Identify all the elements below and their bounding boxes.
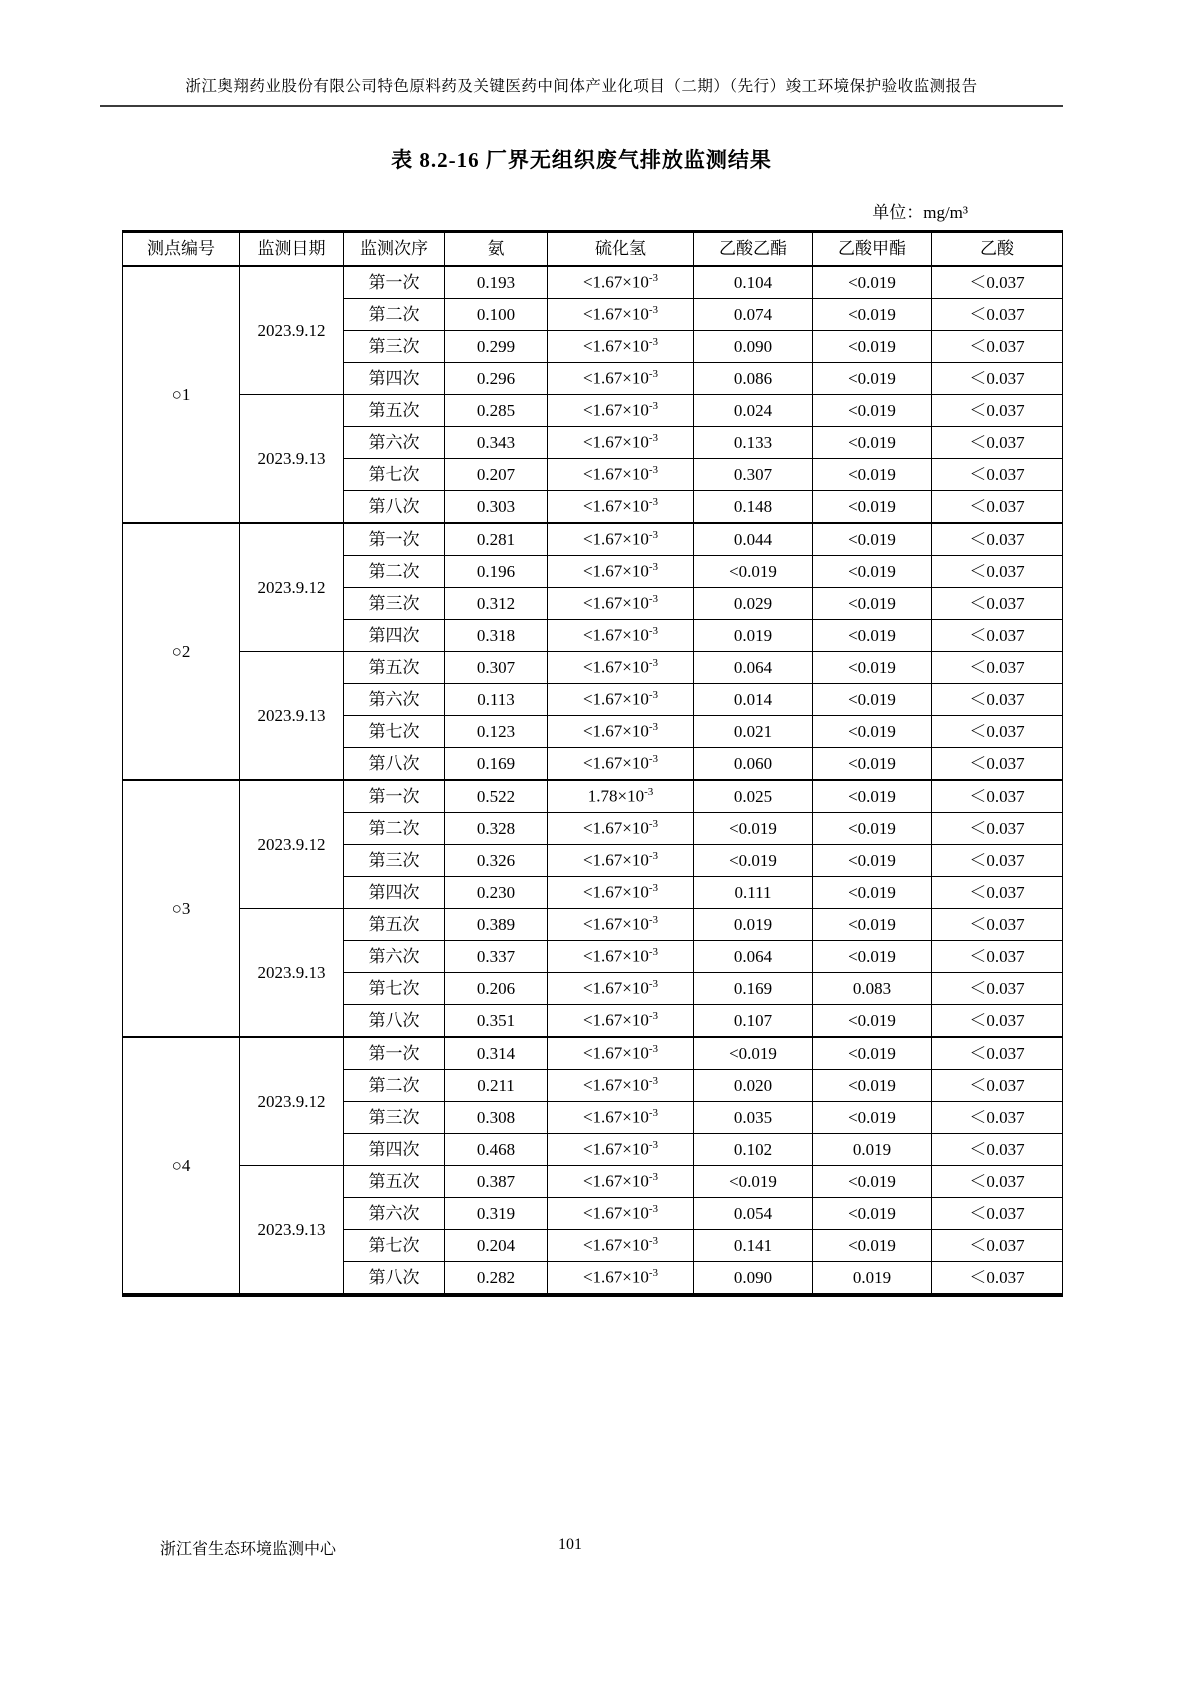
value-cell: <0.019	[694, 845, 813, 877]
value-cell: 0.086	[694, 363, 813, 395]
value-cell: <0.019	[694, 1037, 813, 1070]
sequence-cell: 第七次	[344, 459, 445, 491]
value-cell: <0.019	[813, 845, 932, 877]
sequence-cell: 第七次	[344, 1230, 445, 1262]
value-cell: <0.019	[813, 395, 932, 427]
value-cell: 0.285	[445, 395, 548, 427]
value-cell: ＜0.037	[932, 1262, 1063, 1296]
value-cell: 0.299	[445, 331, 548, 363]
date-cell: 2023.9.12	[240, 780, 344, 909]
value-cell: 0.123	[445, 716, 548, 748]
sequence-cell: 第三次	[344, 845, 445, 877]
value-cell: ＜0.037	[932, 1230, 1063, 1262]
table-row	[123, 395, 1063, 427]
value-cell: $<1.67\times 10^{-3}$	[548, 813, 694, 845]
value-cell: $<1.67\times 10^{-3}$	[548, 620, 694, 652]
date-cell: 2023.9.13	[240, 1166, 344, 1296]
unit-text: 单位：mg/m³	[872, 203, 968, 222]
value-cell: $<1.67\times 10^{-3}$	[548, 299, 694, 331]
value-cell: 0.024	[694, 395, 813, 427]
value-cell: <0.019	[813, 588, 932, 620]
value-cell: 0.111	[694, 877, 813, 909]
value-cell: 0.021	[694, 716, 813, 748]
value-cell: 0.351	[445, 1005, 548, 1038]
value-cell: $<1.67\times 10^{-3}$	[548, 684, 694, 716]
value-cell: ＜0.037	[932, 620, 1063, 652]
sequence-cell: 第六次	[344, 1198, 445, 1230]
value-cell: <0.019	[813, 909, 932, 941]
sequence-cell: 第六次	[344, 427, 445, 459]
footer-organization: 浙江省生态环境监测中心	[160, 1541, 337, 1558]
sequence-cell: 第六次	[344, 684, 445, 716]
column-header: 乙酸乙酯	[694, 232, 813, 267]
value-cell: 0.035	[694, 1102, 813, 1134]
value-cell: 0.100	[445, 299, 548, 331]
value-cell: ＜0.037	[932, 331, 1063, 363]
point-id-cell: ○3	[123, 780, 240, 1037]
value-cell: $<1.67\times 10^{-3}$	[548, 523, 694, 556]
value-cell: <0.019	[694, 556, 813, 588]
value-cell: 0.083	[813, 973, 932, 1005]
value-cell: 0.193	[445, 266, 548, 299]
sequence-cell: 第八次	[344, 491, 445, 524]
value-cell: 0.141	[694, 1230, 813, 1262]
value-cell: 0.064	[694, 941, 813, 973]
value-cell: 0.296	[445, 363, 548, 395]
table-row	[123, 909, 1063, 941]
table-row	[123, 1037, 1063, 1070]
sequence-cell: 第三次	[344, 588, 445, 620]
value-cell: $<1.67\times 10^{-3}$	[548, 427, 694, 459]
sequence-cell: 第一次	[344, 780, 445, 813]
column-header: 乙酸甲酯	[813, 232, 932, 267]
sequence-cell: 第四次	[344, 363, 445, 395]
value-cell: $<1.67\times 10^{-3}$	[548, 491, 694, 524]
value-cell: $<1.67\times 10^{-3}$	[548, 1134, 694, 1166]
value-cell: <0.019	[813, 1037, 932, 1070]
value-cell: ＜0.037	[932, 459, 1063, 491]
value-cell: <0.019	[813, 1005, 932, 1038]
sequence-cell: 第六次	[344, 941, 445, 973]
sequence-cell: 第八次	[344, 1005, 445, 1038]
value-cell: ＜0.037	[932, 588, 1063, 620]
value-cell: 0.326	[445, 845, 548, 877]
value-cell: $<1.67\times 10^{-3}$	[548, 716, 694, 748]
value-cell: 0.522	[445, 780, 548, 813]
value-cell: <0.019	[813, 1198, 932, 1230]
value-cell: <0.019	[694, 813, 813, 845]
value-cell: 0.020	[694, 1070, 813, 1102]
value-cell: <0.019	[813, 941, 932, 973]
value-cell: ＜0.037	[932, 845, 1063, 877]
value-cell: $<1.67\times 10^{-3}$	[548, 748, 694, 781]
value-cell: 0.314	[445, 1037, 548, 1070]
value-cell: 0.169	[694, 973, 813, 1005]
sequence-cell: 第四次	[344, 877, 445, 909]
sequence-cell: 第七次	[344, 716, 445, 748]
value-cell: ＜0.037	[932, 395, 1063, 427]
value-cell: ＜0.037	[932, 1134, 1063, 1166]
value-cell: 0.281	[445, 523, 548, 556]
value-cell: ＜0.037	[932, 427, 1063, 459]
value-cell: 0.169	[445, 748, 548, 781]
table-row	[123, 523, 1063, 556]
column-header: 硫化氢	[548, 232, 694, 267]
column-header: 监测日期	[240, 232, 344, 267]
value-cell: 0.319	[445, 1198, 548, 1230]
value-cell: $<1.67\times 10^{-3}$	[548, 1102, 694, 1134]
value-cell: 0.019	[813, 1134, 932, 1166]
value-cell: $<1.67\times 10^{-3}$	[548, 1166, 694, 1198]
value-cell: $<1.67\times 10^{-3}$	[548, 1037, 694, 1070]
value-cell: $<1.67\times 10^{-3}$	[548, 266, 694, 299]
value-cell: ＜0.037	[932, 523, 1063, 556]
sequence-cell: 第五次	[344, 1166, 445, 1198]
value-cell: 0.044	[694, 523, 813, 556]
value-cell: 0.025	[694, 780, 813, 813]
value-cell: ＜0.037	[932, 556, 1063, 588]
value-cell: 0.113	[445, 684, 548, 716]
value-cell: <0.019	[813, 620, 932, 652]
value-cell: 0.389	[445, 909, 548, 941]
value-cell: 0.019	[694, 909, 813, 941]
value-cell: 0.019	[813, 1262, 932, 1296]
value-cell: $<1.67\times 10^{-3}$	[548, 877, 694, 909]
value-cell: $<1.67\times 10^{-3}$	[548, 1262, 694, 1296]
date-cell: 2023.9.13	[240, 909, 344, 1038]
value-cell: 0.019	[694, 620, 813, 652]
value-cell: <0.019	[813, 1070, 932, 1102]
value-cell: $<1.67\times 10^{-3}$	[548, 459, 694, 491]
value-cell: ＜0.037	[932, 1102, 1063, 1134]
value-cell: <0.019	[813, 748, 932, 781]
value-cell: <0.019	[813, 1230, 932, 1262]
value-cell: 0.307	[694, 459, 813, 491]
value-cell: <0.019	[813, 877, 932, 909]
value-cell: 0.014	[694, 684, 813, 716]
value-cell: ＜0.037	[932, 748, 1063, 781]
value-cell: 0.308	[445, 1102, 548, 1134]
value-cell: 0.204	[445, 1230, 548, 1262]
value-cell: ＜0.037	[932, 652, 1063, 684]
value-cell: <0.019	[813, 1102, 932, 1134]
sequence-cell: 第五次	[344, 395, 445, 427]
sequence-cell: 第七次	[344, 973, 445, 1005]
value-cell: $<1.67\times 10^{-3}$	[548, 909, 694, 941]
page-header-text: 浙江奥翔药业股份有限公司特色原料药及关键医药中间体产业化项目（二期）（先行）竣工环境保护验收监测报告	[100, 74, 1063, 107]
point-id-cell: ○2	[123, 523, 240, 780]
value-cell: 0.307	[445, 652, 548, 684]
value-cell: 0.133	[694, 427, 813, 459]
value-cell: 0.107	[694, 1005, 813, 1038]
date-cell: 2023.9.12	[240, 266, 344, 395]
table-row	[123, 780, 1063, 813]
date-cell: 2023.9.13	[240, 395, 344, 524]
value-cell: $<1.67\times 10^{-3}$	[548, 395, 694, 427]
column-header: 监测次序	[344, 232, 445, 267]
value-cell: 0.230	[445, 877, 548, 909]
value-cell: ＜0.037	[932, 266, 1063, 299]
sequence-cell: 第二次	[344, 299, 445, 331]
value-cell: <0.019	[813, 652, 932, 684]
value-cell: $<1.67\times 10^{-3}$	[548, 1005, 694, 1038]
point-id-cell: ○1	[123, 266, 240, 523]
value-cell: 0.064	[694, 652, 813, 684]
table-body	[123, 266, 1063, 1295]
value-cell: 0.090	[694, 1262, 813, 1296]
value-cell: ＜0.037	[932, 1005, 1063, 1038]
value-cell: <0.019	[813, 363, 932, 395]
value-cell: <0.019	[813, 780, 932, 813]
value-cell: 0.196	[445, 556, 548, 588]
value-cell: <0.019	[813, 716, 932, 748]
value-cell: $<1.67\times 10^{-3}$	[548, 363, 694, 395]
value-cell: $<1.67\times 10^{-3}$	[548, 1070, 694, 1102]
value-cell: 0.387	[445, 1166, 548, 1198]
value-cell: 0.207	[445, 459, 548, 491]
value-cell: <0.019	[813, 684, 932, 716]
value-cell: ＜0.037	[932, 813, 1063, 845]
value-cell: ＜0.037	[932, 684, 1063, 716]
sequence-cell: 第五次	[344, 909, 445, 941]
sequence-cell: 第二次	[344, 1070, 445, 1102]
value-cell: 0.074	[694, 299, 813, 331]
value-cell: 0.104	[694, 266, 813, 299]
sequence-cell: 第一次	[344, 266, 445, 299]
value-cell: ＜0.037	[932, 1166, 1063, 1198]
value-cell: 0.312	[445, 588, 548, 620]
date-cell: 2023.9.12	[240, 523, 344, 652]
value-cell: ＜0.037	[932, 1070, 1063, 1102]
value-cell: <0.019	[813, 299, 932, 331]
value-cell: <0.019	[813, 556, 932, 588]
value-cell: $<1.67\times 10^{-3}$	[548, 556, 694, 588]
sequence-cell: 第八次	[344, 1262, 445, 1296]
table-title: 表 8.2-16 厂界无组织废气排放监测结果	[391, 148, 772, 172]
value-cell: 0.148	[694, 491, 813, 524]
value-cell: 0.337	[445, 941, 548, 973]
value-cell: $<1.67\times 10^{-3}$	[548, 331, 694, 363]
table-header-row	[123, 232, 1063, 267]
value-cell: 0.090	[694, 331, 813, 363]
value-cell: $<1.67\times 10^{-3}$	[548, 1198, 694, 1230]
value-cell: <0.019	[813, 459, 932, 491]
value-cell: <0.019	[813, 331, 932, 363]
value-cell: <0.019	[813, 491, 932, 524]
value-cell: ＜0.037	[932, 363, 1063, 395]
point-id-cell: ○4	[123, 1037, 240, 1295]
value-cell: 0.328	[445, 813, 548, 845]
page-number: 101	[558, 1536, 582, 1553]
value-cell: $<1.67\times 10^{-3}$	[548, 845, 694, 877]
value-cell: $<1.67\times 10^{-3}$	[548, 1230, 694, 1262]
value-cell: ＜0.037	[932, 299, 1063, 331]
value-cell: $<1.67\times 10^{-3}$	[548, 941, 694, 973]
value-cell: 0.282	[445, 1262, 548, 1296]
value-cell: 0.303	[445, 491, 548, 524]
sequence-cell: 第八次	[344, 748, 445, 781]
value-cell: <0.019	[813, 813, 932, 845]
value-cell: $<1.67\times 10^{-3}$	[548, 973, 694, 1005]
value-cell: $<1.67\times 10^{-3}$	[548, 652, 694, 684]
value-cell: ＜0.037	[932, 716, 1063, 748]
sequence-cell: 第三次	[344, 331, 445, 363]
value-cell: 0.211	[445, 1070, 548, 1102]
date-cell: 2023.9.12	[240, 1037, 344, 1166]
monitoring-table	[122, 230, 1063, 1297]
sequence-cell: 第二次	[344, 813, 445, 845]
table-row	[123, 1166, 1063, 1198]
value-cell: $<1.67\times 10^{-3}$	[548, 588, 694, 620]
column-header: 氨	[445, 232, 548, 267]
value-cell: 0.054	[694, 1198, 813, 1230]
value-cell: 0.468	[445, 1134, 548, 1166]
value-cell: <0.019	[813, 266, 932, 299]
sequence-cell: 第一次	[344, 523, 445, 556]
table-row	[123, 266, 1063, 299]
value-cell: 0.206	[445, 973, 548, 1005]
value-cell: 0.102	[694, 1134, 813, 1166]
value-cell: ＜0.037	[932, 973, 1063, 1005]
value-cell: ＜0.037	[932, 877, 1063, 909]
value-cell: 0.318	[445, 620, 548, 652]
value-cell: 0.343	[445, 427, 548, 459]
value-cell: 0.029	[694, 588, 813, 620]
value-cell: <0.019	[813, 1166, 932, 1198]
value-cell: ＜0.037	[932, 941, 1063, 973]
value-cell: ＜0.037	[932, 491, 1063, 524]
value-cell: ＜0.037	[932, 909, 1063, 941]
date-cell: 2023.9.13	[240, 652, 344, 781]
value-cell: <0.019	[694, 1166, 813, 1198]
value-cell: <0.019	[813, 523, 932, 556]
value-cell: ＜0.037	[932, 1037, 1063, 1070]
column-header: 测点编号	[123, 232, 240, 267]
table-row	[123, 652, 1063, 684]
sequence-cell: 第一次	[344, 1037, 445, 1070]
column-header: 乙酸	[932, 232, 1063, 267]
value-cell: ＜0.037	[932, 1198, 1063, 1230]
sequence-cell: 第四次	[344, 1134, 445, 1166]
sequence-cell: 第四次	[344, 620, 445, 652]
value-cell: $1.78\times 10^{-3}$	[548, 780, 694, 813]
value-cell: <0.019	[813, 427, 932, 459]
sequence-cell: 第五次	[344, 652, 445, 684]
value-cell: 0.060	[694, 748, 813, 781]
sequence-cell: 第三次	[344, 1102, 445, 1134]
unit-label	[100, 198, 1063, 223]
sequence-cell: 第二次	[344, 556, 445, 588]
value-cell: ＜0.037	[932, 780, 1063, 813]
